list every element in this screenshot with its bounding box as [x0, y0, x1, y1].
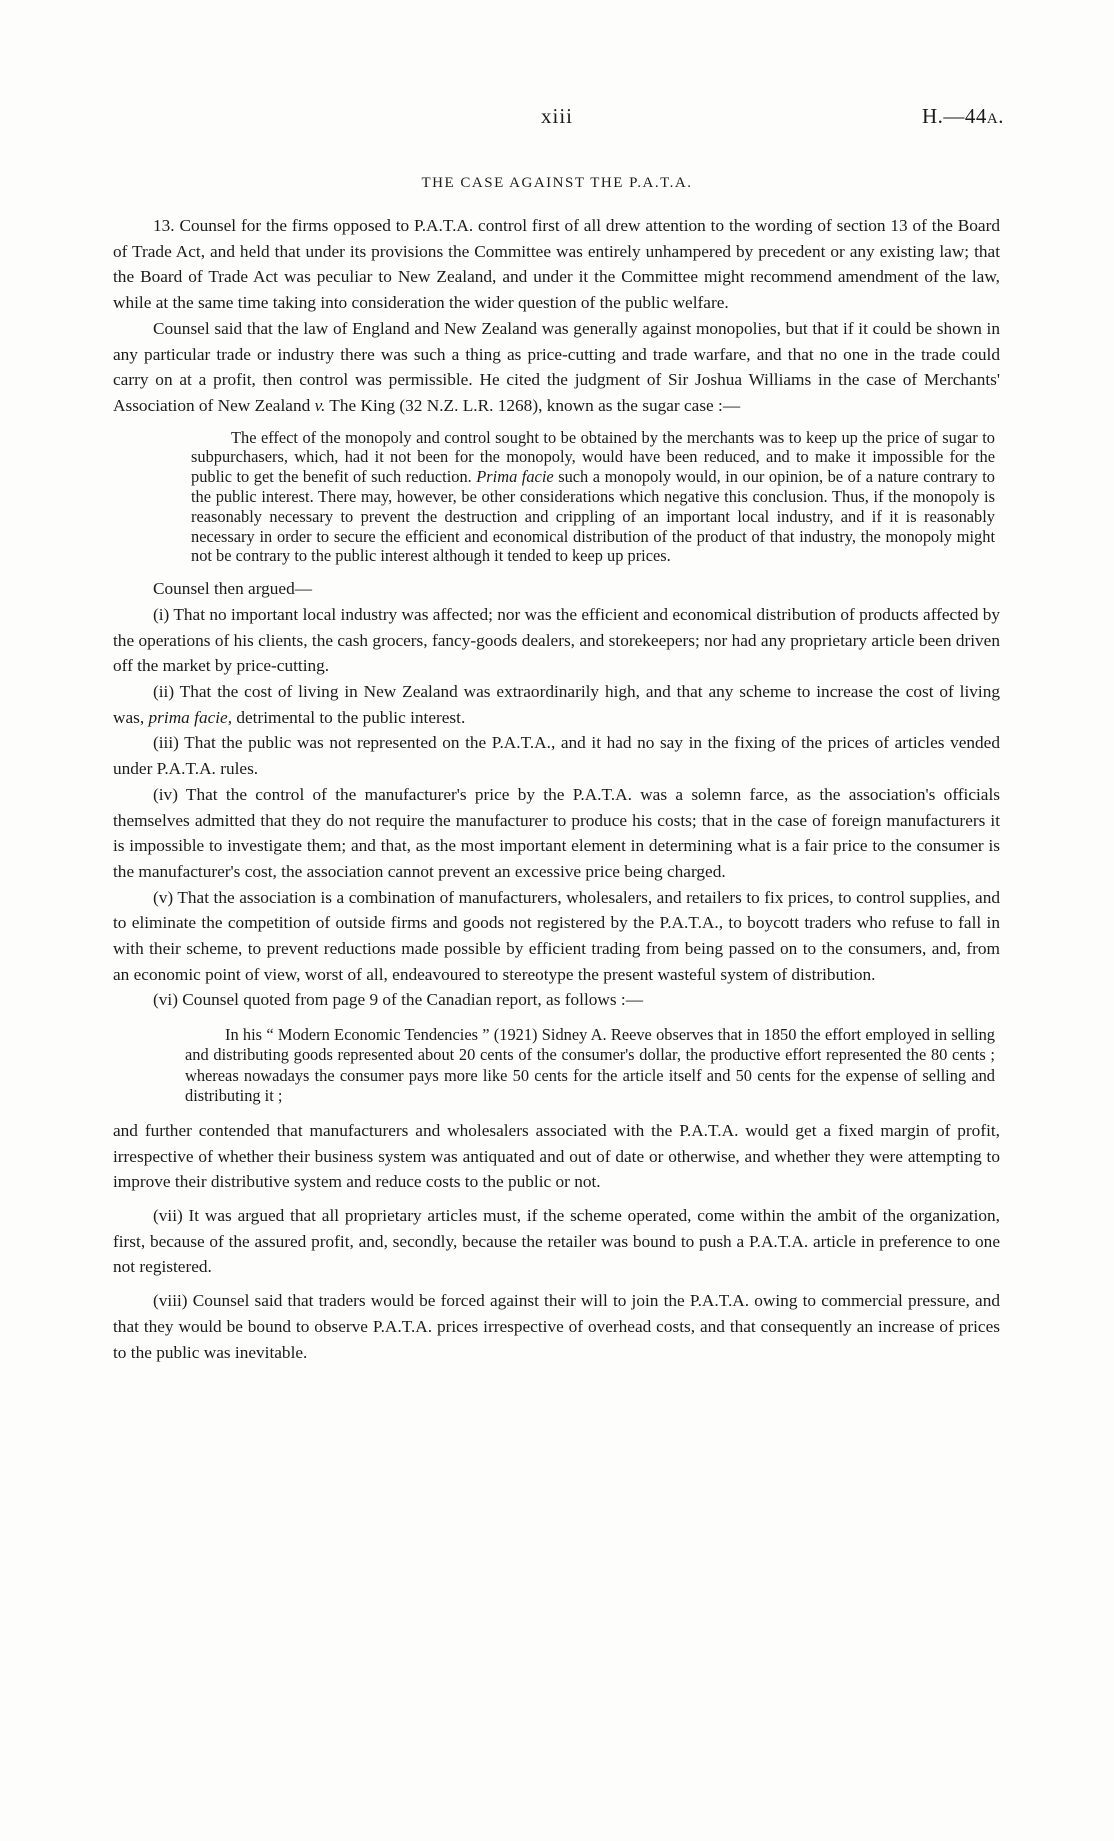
- section-title: THE CASE AGAINST THE P.A.T.A.: [421, 175, 693, 191]
- canadian-report-quote-text: In his “ Modern Economic Tendencies ” (1921) Sidney A. Reeve observes that in 1850 the effort employed in selling and distributing goods represented about 20 cents of the consumer's dollar, the productive effort represented the 80 cents ; whereas nowadays the consumer pays more like 50 cents for the article itself and 50 cents for the expense of selling and distributing it ;: [185, 1025, 995, 1105]
- reference-main: H.—44: [921, 104, 987, 128]
- argument-ii: [113, 679, 1000, 730]
- argument-v: (v) That the association is a combination of manufacturers, wholesalers, and retailers to fix prices, to control supplies, and to eliminate the competition of outside firms and goods not registered by the P.A.T.A., to boycott traders who refuse to fall in with their scheme, to prevent reductions made possible by efficient trading from being passed on to the consumers, and, from an economic point of view, worst of all, endeavoured to stereotype the present wasteful system of distribution.: [113, 887, 1000, 984]
- document-body: [113, 213, 1000, 1365]
- paragraph-monopolies-text-a: Counsel said that the law of England and New Zealand was generally against monopolies, but that if it could be shown in any particular trade or industry there was such a thing as price-cutting and trade warfare, and that no one in the trade could carry on at a profit, then control was permissible. He cited the judgment of Sir Joshua Williams in the case of Merchants' Association of New Zealand: [113, 318, 1000, 415]
- sugar-case-quote: [191, 428, 995, 567]
- argument-iii: (iii) That the public was not represented on the P.A.T.A., and it had no say in the fixing of the prices of articles vended under P.A.T.A. rules.: [113, 733, 1000, 779]
- paragraph-monopolies: [113, 316, 1000, 419]
- document-reference: [922, 104, 1004, 129]
- paragraph-monopolies-text-b: The King (32 N.Z. L.R. 1268), known as the sugar case :—: [325, 395, 741, 415]
- quote1-text-a: The effect of the monopoly and control sought to be obtained by the merchants was to keep up the price of sugar to subpurchasers, which, had it not been for the monopoly, would have been reduced, and to make it impossible for the public to get the benefit of such reduction.: [191, 427, 995, 487]
- reference-suffix: A: [986, 111, 999, 127]
- prima-facie-italic: Prima facie: [476, 467, 554, 487]
- argument-vii: (vii) It was argued that all proprietary articles must, if the scheme operated, come within the ambit of the organization, first, because of the assured profit, and, secondly, because the retailer was bound to push a P.A.T.A. article in preference to one not registered.: [113, 1206, 1000, 1277]
- prima-facie-italic-2: prima facie,: [148, 707, 233, 727]
- paragraph-counsel-argued: Counsel then argued—: [153, 579, 313, 599]
- argument-ii-text-b: detrimental to the public interest.: [232, 707, 466, 727]
- argument-ii-text-a: (ii) That the cost of living in New Zealand was extraordinarily high, and that any scheme to increase the cost of living was,: [113, 682, 1000, 727]
- sugar-case-quote-text: [191, 428, 995, 567]
- quote1-text-b: such a monopoly would, in our opinion, be of a nature contrary to the public interest. There may, however, be other considerations which negative this conclusion. Thus, if the monopoly is reasonably necessary to prevent the destruction and crippling of an important local industry, and if it is reasonably necessary in order to secure the efficient and economical distribution of the product of that industry, the monopoly might not be contrary to the public interest although it tended to keep up prices.: [191, 467, 996, 566]
- argument-viii: (viii) Counsel said that traders would be forced against their will to join the P.A.T.A. owing to commercial pressure, and that they would be bound to observe P.A.T.A. prices irrespective of overhead costs, and that consequently an increase of prices to the public was inevitable.: [113, 1291, 1000, 1362]
- reference-dot: .: [998, 104, 1004, 128]
- canadian-report-quote: [185, 1025, 995, 1106]
- page-header: [0, 104, 1114, 134]
- argument-vi: (vi) Counsel quoted from page 9 of the Canadian report, as follows :—: [153, 990, 644, 1010]
- argument-iv: (iv) That the control of the manufacturer's price by the P.A.T.A. was a solemn farce, as the association's officials themselves admitted that they do not require the manufacturer to produce his costs; that in the case of foreign manufacturers it is impossible to investigate them; and that, as the most important element in determining what is a fair price to the consumer is the manufacturer's cost, the association cannot prevent an excessive price being charged.: [113, 784, 1000, 881]
- page-number: xiii: [540, 104, 573, 128]
- paragraph-further-contended: and further contended that manufacturers and wholesalers associated with the P.A.T.A. would get a fixed margin of profit, irrespective of whether their business system was antiquated and out of date or otherwise, and whether they were attempting to improve their distributive system and reduce costs to the public or not.: [113, 1120, 1000, 1192]
- paragraph-13: 13. Counsel for the firms opposed to P.A.T.A. control first of all drew attention to the wording of section 13 of the Board of Trade Act, and held that under its provisions the Committee was entirely unhampered by precedent or any existing law; that the Board of Trade Act was peculiar to New Zealand, and under it the Committee might recommend amendment of the law, while at the same time taking into consideration the wider question of the public welfare.: [113, 216, 1000, 313]
- argument-i: (i) That no important local industry was affected; nor was the efficient and economical distribution of products affected by the operations of his clients, the cash grocers, fancy-goods dealers, and storekeepers; nor had any proprietary article been driven off the market by price-cutting.: [113, 604, 1000, 676]
- versus-italic: v.: [314, 395, 326, 415]
